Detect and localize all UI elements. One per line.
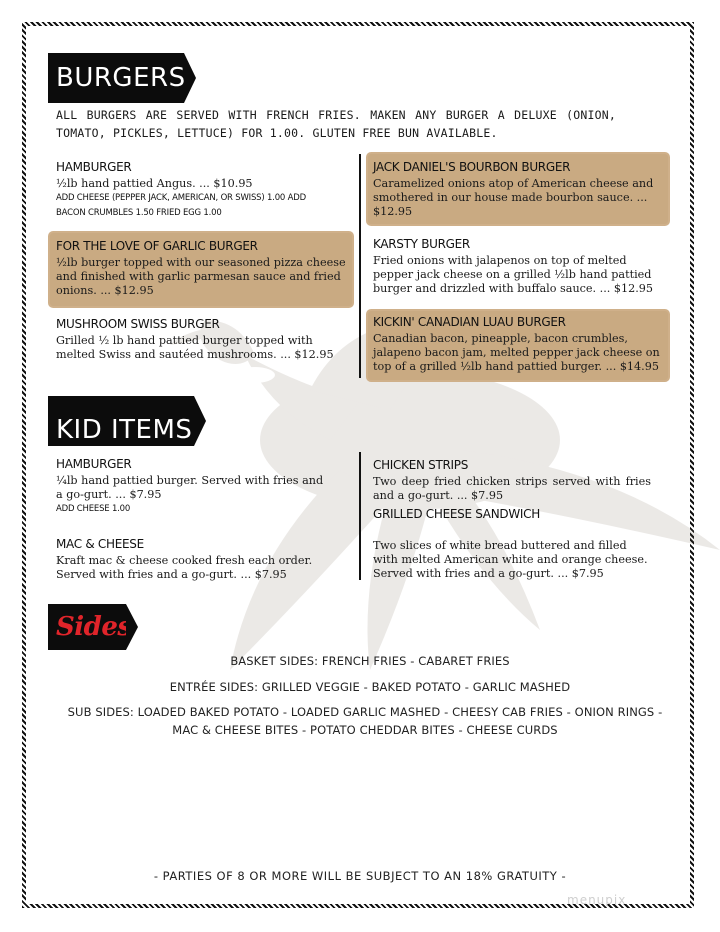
burgers-banner	[48, 53, 184, 103]
item-description: Grilled ½ lb hand pattied burger topped with melted Swiss and sautéed mushrooms. ... $12.95	[56, 334, 334, 361]
sides-heading: Sides	[56, 612, 132, 642]
item-title: KICKIN' CANADIAN LUAU BURGER	[373, 315, 566, 329]
menu-item-jack-daniels	[373, 160, 658, 219]
item-description: Canadian bacon, pineapple, bacon crumbles, jalapeno bacon jam, melted pepper jack cheese on top of a grilled ½lb hand pattied burger. ... $14.95	[373, 332, 660, 373]
item-description: Kraft mac & cheese cooked fresh each order. Served with fries and a go-gurt. ... $7.95	[56, 554, 313, 581]
burgers-intro: ALL BURGERS ARE SERVED WITH FRENCH FRIES. MAKEN ANY BURGER A DELUXE (ONION, TOMATO, PICKLES, LETTUCE) FOR 1.00. GLUTEN FREE BUN AVAILABLE.	[56, 108, 616, 140]
kids-item-grilled-cheese	[373, 507, 653, 581]
item-description: Fried onions with jalapenos on top of melted pepper jack cheese on a grilled ½lb hand pattied burger and drizzled with buffalo sauce. ... $12.95	[373, 254, 654, 295]
item-title: KARSTY BURGER	[373, 237, 470, 251]
menu-item-hamburger	[56, 160, 346, 221]
item-description: ¼lb hand pattied burger. Served with fries and a go-gurt. ... $7.95	[56, 474, 324, 501]
kids-heading: KID ITEMS	[56, 415, 193, 445]
item-title: HAMBURGER	[56, 457, 132, 471]
kids-item-hamburger	[56, 457, 331, 517]
item-title: CHICKEN STRIPS	[373, 458, 469, 472]
menu-item-canadian-luau	[373, 315, 663, 374]
item-addons: ADD CHEESE 1.00	[56, 504, 131, 514]
item-addons: ADD CHEESE (PEPPER JACK, AMERICAN, OR SWISS) 1.00 ADD BACON CRUMBLES 1.50 FRIED EGG 1.00	[56, 193, 306, 218]
menu-item-mushroom-swiss	[56, 317, 336, 362]
basket-sides: BASKET SIDES: FRENCH FRIES - CABARET FRIES	[230, 654, 510, 668]
burgers-divider	[359, 154, 361, 378]
entree-sides: ENTRÉE SIDES: GRILLED VEGGIE - BAKED POTATO - GARLIC MASHED	[169, 680, 571, 694]
item-title: GRILLED CHEESE SANDWICH	[373, 507, 540, 521]
item-title: HAMBURGER	[56, 160, 132, 174]
kids-banner	[48, 396, 194, 446]
item-description: ½lb burger topped with our seasoned pizza cheese and finished with garlic parmesan sauce and fried onions. ... $12.95	[56, 256, 346, 297]
item-title: MAC & CHEESE	[56, 537, 144, 551]
menu-item-karsty-burger	[373, 237, 658, 296]
gratuity-note: - PARTIES OF 8 OR MORE WILL BE SUBJECT TO AN 18% GRATUITY -	[153, 869, 567, 883]
sub-sides: SUB SIDES: LOADED BAKED POTATO - LOADED GARLIC MASHED - CHEESY CAB FRIES - ONION RINGS - MAC & CHEESE BITES - POTATO CHEDDAR BITES - CHEESE CURDS	[67, 705, 663, 737]
item-description: Two slices of white bread buttered and filled with melted American white and orange cheese. Served with fries and a go-gurt. ... $7.95	[373, 539, 648, 580]
burgers-heading: BURGERS	[56, 63, 186, 93]
item-title: FOR THE LOVE OF GARLIC BURGER	[56, 239, 258, 253]
menu-item-garlic-burger	[56, 239, 346, 298]
watermark: menupix	[567, 893, 627, 907]
sides-banner	[48, 604, 132, 650]
item-description: Two deep fried chicken strips served with fries and a go-gurt. ... $7.95	[373, 475, 651, 502]
kids-item-mac-cheese	[56, 537, 331, 582]
item-title: JACK DANIEL'S BOURBON BURGER	[373, 160, 571, 174]
item-title: MUSHROOM SWISS BURGER	[56, 317, 220, 331]
kids-item-chicken-strips	[373, 458, 651, 503]
kids-divider	[359, 452, 361, 580]
item-description: Caramelized onions atop of American cheese and smothered in our house made bourbon sauce. ... $12.95	[373, 177, 654, 218]
item-description: ½lb hand pattied Angus. ... $10.95	[56, 177, 253, 190]
